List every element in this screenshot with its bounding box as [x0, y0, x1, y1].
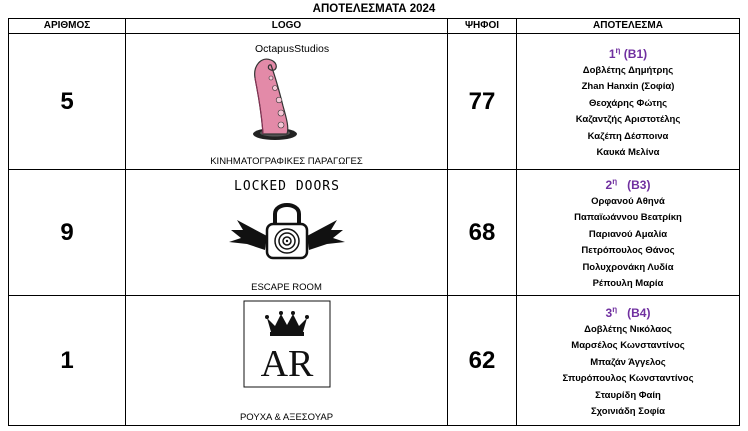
header-result: ΑΠΟΤΕΛΕΣΜΑ: [517, 19, 740, 34]
locked-doors-logo: [126, 172, 447, 285]
header-logo: LOGO: [126, 19, 448, 34]
member-name: Παριανού Αμαλία: [588, 228, 668, 240]
place-sup: η: [615, 45, 621, 55]
member-name: Πετρόπουλος Θάνος: [581, 245, 675, 256]
table-row: [9, 296, 740, 426]
table-row: [9, 170, 740, 296]
place-number: 2: [605, 177, 613, 192]
team-number: 1: [9, 296, 126, 426]
place-sup: η: [612, 176, 618, 186]
team-number: 9: [9, 170, 126, 296]
member-name: Zhan Hanxin (Σοφία): [581, 81, 675, 92]
place-number: 1: [608, 46, 616, 61]
member-name: Καυκά Μελίνα: [596, 147, 660, 158]
logo-caption: ESCAPE ROOM: [251, 282, 322, 293]
result-cell: [517, 296, 740, 426]
team-number: 5: [9, 34, 126, 170]
logo-cell: [126, 34, 448, 170]
place-label: [517, 301, 739, 322]
result-cell: [517, 34, 740, 170]
logo-caption: ΚΙΝΗΜΑΤΟΓΡΑΦΙΚΕΣ ΠΑΡΑΓΩΓΕΣ: [210, 156, 363, 167]
member-name: Δοβλέτης Νικόλαος: [584, 323, 672, 335]
place-sup: η: [612, 304, 618, 314]
page-title: ΑΠΟΤΕΛΕΣΜΑΤΑ 2024: [312, 3, 436, 15]
logo-text: OctapusStudios: [254, 43, 329, 55]
header-votes: ΨΗΦΟΙ: [448, 19, 517, 34]
logo-text: LOCKED DOORS: [233, 179, 340, 194]
member-name: Καζαντζής Αριστοτέλης: [575, 114, 681, 125]
logo-text: AR: [260, 343, 313, 385]
place-class: (Β3): [627, 177, 651, 192]
member-name: Ρέπουλη Μαρία: [592, 278, 664, 289]
table-row: [9, 34, 740, 170]
member-name: Ορφανού Αθηνά: [591, 195, 665, 207]
member-name: Σταυρίδη Φαίη: [595, 389, 661, 401]
member-name: Καζέπη Δέσποινα: [587, 130, 669, 142]
member-name: Μπαζάν Άγγελος: [590, 356, 666, 368]
header-number: ΑΡΙΘΜΟΣ: [9, 19, 126, 34]
logo-cell: [126, 296, 448, 426]
place-label: [517, 42, 739, 63]
member-name: Πολυχρονάκη Λυδία: [582, 261, 674, 273]
header-row: [9, 19, 740, 34]
member-name: Σχοινιάδη Σοφία: [590, 406, 665, 417]
place-class: (Β1): [623, 46, 648, 61]
votes: 62: [448, 296, 517, 426]
member-name: Σπυρόπουλος Κωνσταντίνος: [562, 373, 694, 384]
results-table: [8, 18, 740, 426]
member-name: Δοβλέτης Δημήτρης: [582, 64, 674, 76]
member-name: Παπαϊωάννου Βεατρίκη: [574, 212, 682, 223]
ar-logo: [126, 298, 447, 413]
logo-caption: ΡΟΥΧΑ & ΑΞΕΣΟΥΑΡ: [239, 412, 334, 423]
member-name: Μαρσέλος Κωνσταντίνος: [571, 340, 685, 351]
logo-cell: [126, 170, 448, 296]
place-number: 3: [605, 305, 613, 320]
place-label: [517, 173, 739, 194]
votes: 68: [448, 170, 517, 296]
member-name: Θεοχάρης Φώτης: [588, 97, 668, 109]
result-cell: [517, 170, 740, 296]
place-class: (Β4): [627, 305, 651, 320]
octapus-logo: [126, 36, 447, 153]
votes: 77: [448, 34, 517, 170]
